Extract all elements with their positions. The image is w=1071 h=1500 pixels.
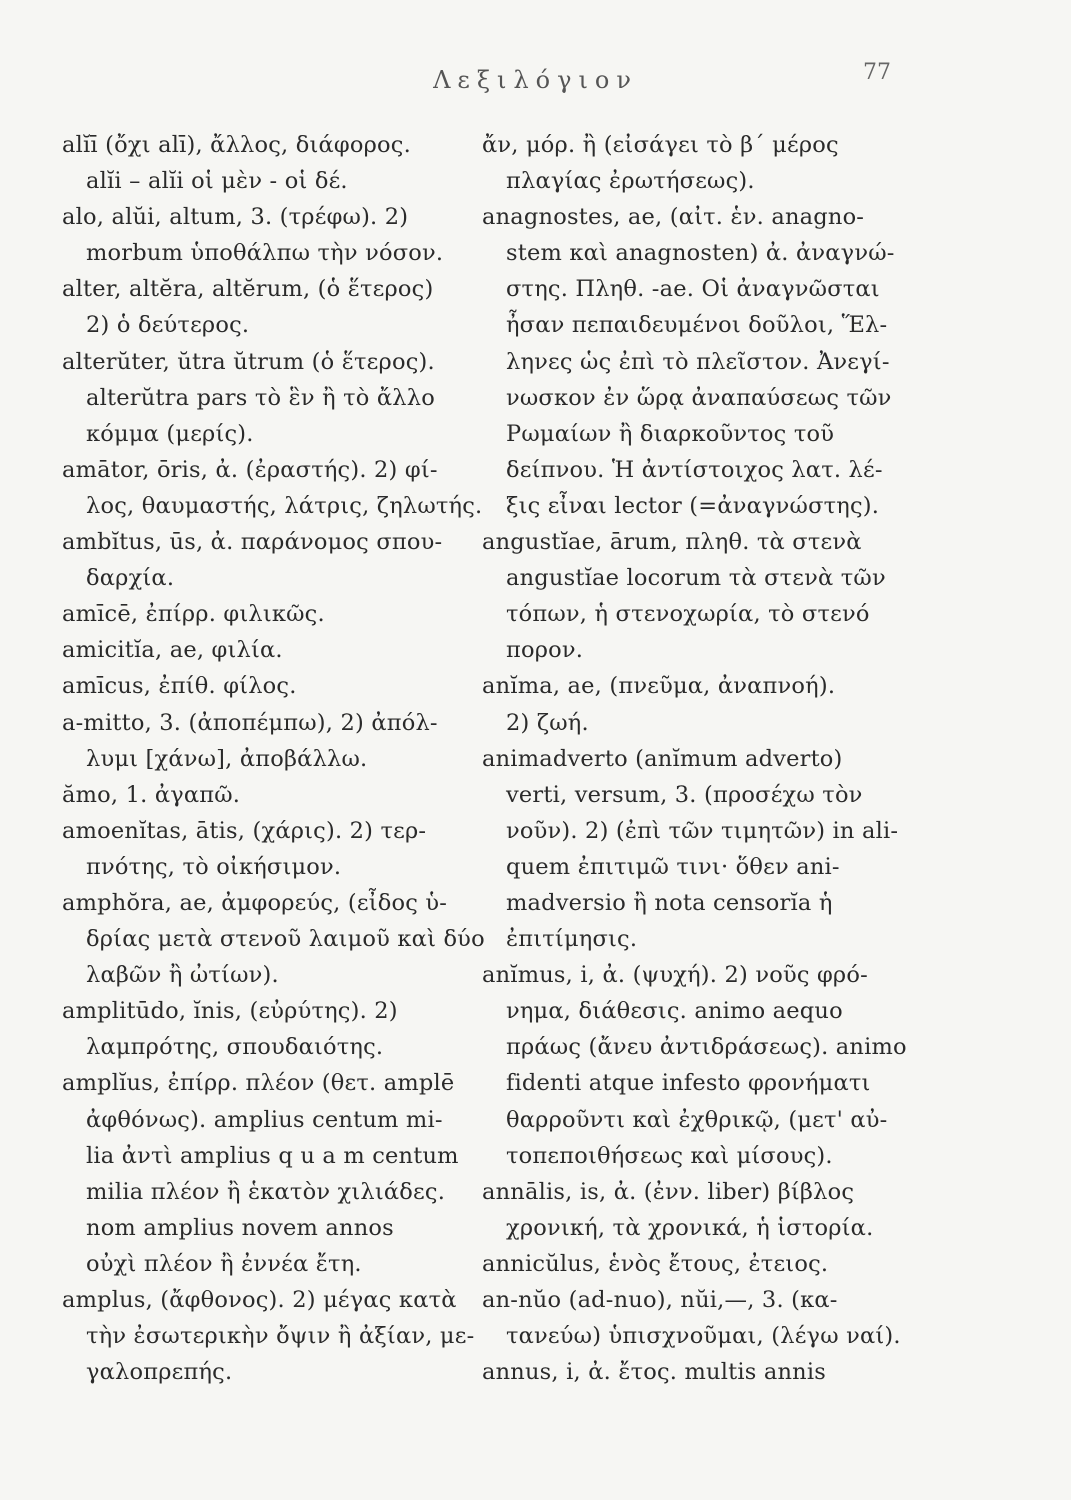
entry-continuation-line: 2) ὁ δεύτερος. — [86, 312, 250, 339]
entry-continuation-line: τανεύω) ὑπισχνοῦμαι, (λέγω ναί). — [506, 1323, 901, 1350]
entry-continuation-line: οὐχὶ πλέον ἢ ἐννέα ἔτη. — [86, 1250, 362, 1277]
entry-continuation-line: δρίας μετὰ στενοῦ λαιμοῦ καὶ δύο — [86, 926, 485, 953]
entry-line: alo, alŭi, altum, 3. (τρέφω). 2) — [62, 204, 409, 231]
entry-line: amplitūdo, ĭnis, (εὐρύτης). 2) — [62, 998, 398, 1025]
entry-line: ămo, 1. ἀγαπῶ. — [62, 781, 241, 808]
entry-continuation-line: στης. Πληθ. -ae. Οἱ ἀναγνῶσται — [506, 276, 880, 303]
entry-line: annālis, is, ἀ. (ἐνν. liber) βίβλος — [482, 1178, 855, 1205]
entry-continuation-line: alĭi – alĭi οἱ μὲν - οἱ δέ. — [86, 168, 348, 195]
entry-continuation-line: πλαγίας ἐρωτήσεως). — [506, 168, 755, 195]
entry-continuation-line: madversio ἢ nota censorĭa ἡ — [506, 889, 833, 916]
entry-line: ambĭtus, ūs, ἀ. παράνομος σπου- — [62, 529, 443, 556]
page-title: Λεξιλόγιον — [433, 66, 638, 94]
page-number: 77 — [863, 60, 891, 85]
entry-continuation-line: angustĭae locorum τὰ στενὰ τῶν — [506, 565, 886, 592]
entry-continuation-line: λος, θαυμαστής, λάτρις, ζηλωτής. — [86, 492, 483, 519]
entry-line: amplĭus, ἐπίρρ. πλέον (θετ. amplē — [62, 1070, 455, 1097]
entry-line: amoenĭtas, ātis, (χάρις). 2) τερ- — [62, 817, 427, 844]
entry-line: a-mitto, 3. (ἀποπέμπω), 2) ἀπόλ- — [62, 709, 438, 736]
entry-line: anĭma, ae, (πνεῦμα, ἀναπνοή). — [482, 673, 836, 700]
entry-continuation-line: γαλοπρεπής. — [86, 1359, 233, 1386]
entry-line: annicŭlus, ἑνὸς ἔτους, ἐτειος. — [482, 1250, 829, 1277]
entry-continuation-line: πράως (ἄνευ ἀντιδράσεως). animo — [506, 1034, 907, 1061]
entry-continuation-line: ἐπιτίμησις. — [506, 926, 638, 953]
entry-continuation-line: ξις εἶναι lector (=ἀναγνώστης). — [506, 492, 880, 519]
entry-continuation-line: δαρχία. — [86, 565, 175, 592]
right-column — [482, 127, 927, 1390]
entry-line: amicitĭa, ae, φιλία. — [62, 637, 283, 664]
entry-continuation-line: νοῦν). 2) (ἐπὶ τῶν τιμητῶν) in ali- — [506, 817, 899, 844]
entry-continuation-line: λυμι [χάνω], ἀποβάλλω. — [86, 745, 368, 772]
left-column — [62, 127, 492, 1390]
entry-continuation-line: τοπεποιθήσεως καὶ μίσους). — [506, 1142, 833, 1169]
entry-continuation-line: 2) ζωή. — [506, 709, 589, 736]
entry-continuation-line: alterŭtra pars τὸ ἓν ἢ τὸ ἄλλο — [86, 384, 435, 411]
entry-line: anĭmus, i, ἀ. (ψυχή). 2) νοῦς φρό- — [482, 962, 868, 989]
entry-continuation-line: stem καὶ anagnosten) ἀ. ἀναγνώ- — [506, 240, 895, 267]
entry-continuation-line: ἦσαν πεπαιδευμένοι δοῦλοι, Ἕλ- — [506, 312, 888, 339]
entry-line: angustĭae, ārum, πληθ. τὰ στενὰ — [482, 529, 862, 556]
entry-line: alĭī (ὄχι alī), ἄλλος, διάφορος. — [62, 132, 411, 158]
entry-continuation-line: verti, versum, 3. (προσέχω τὸν — [506, 781, 863, 808]
entry-line: anagnostes, ae, (αἰτ. ἑν. anagno- — [482, 204, 865, 231]
entry-continuation-line: τὴν ἐσωτερικὴν ὄψιν ἢ ἀξίαν, με- — [86, 1323, 475, 1350]
entry-line: alterŭter, ŭtra ŭtrum (ὁ ἕτερος). — [62, 348, 435, 375]
entry-line: amīcus, ἐπίθ. φίλος. — [62, 673, 297, 700]
entry-continuation-line: lia ἀντὶ amplius q u a m centum — [86, 1142, 459, 1169]
entry-continuation-line: ληνες ὡς ἐπὶ τὸ πλεῖστον. Ἀνεγί- — [506, 348, 890, 375]
entry-continuation-line: λαμπρότης, σπουδαιότης. — [86, 1034, 384, 1061]
entry-continuation-line: ἀφθόνως). amplius centum mi- — [86, 1106, 443, 1133]
entry-continuation-line: morbum ὑποθάλπω τὴν νόσον. — [86, 240, 444, 267]
entry-line: ἄν, μόρ. ἢ (εἰσάγει τὸ β΄ μέρος — [482, 132, 839, 158]
entry-continuation-line: λαβῶν ἢ ὠτίων). — [86, 962, 279, 989]
entry-line: amīcē, ἐπίρρ. φιλικῶς. — [62, 601, 325, 628]
entry-continuation-line: νημα, διάθεσις. animo aequo — [506, 998, 843, 1025]
entry-continuation-line: quem ἐπιτιμῶ τινι· ὅθεν ani- — [506, 853, 840, 880]
entry-continuation-line: πνότης, τὸ οἰκήσιμον. — [86, 853, 342, 880]
entry-continuation-line: χρονική, τὰ χρονικά, ἡ ἱστορία. — [506, 1214, 874, 1241]
entry-continuation-line: τόπων, ἡ στενοχωρία, τὸ στενό — [506, 601, 870, 628]
entry-continuation-line: κόμμα (μερίς). — [86, 420, 254, 447]
entry-line: amātor, ōris, ἀ. (ἐραστής). 2) φί- — [62, 456, 438, 483]
entry-continuation-line: fidenti atque infesto φρονήματι — [506, 1070, 871, 1097]
entry-continuation-line: θαρροῦντι καὶ ἐχθρικῷ, (μετ' αὐ- — [506, 1106, 888, 1133]
entry-continuation-line: πορον. — [506, 637, 584, 664]
entry-continuation-line: νωσκον ἐν ὥρᾳ ἀναπαύσεως τῶν — [506, 384, 892, 411]
entry-line: an-nŭo (ad-nuo), nŭi,—, 3. (κα- — [482, 1287, 838, 1313]
entry-line: animadverto (anĭmum adverto) — [482, 745, 843, 772]
entry-line: annus, i, ἀ. ἔτος. multis annis — [482, 1359, 827, 1386]
entry-continuation-line: δείπνου. Ἡ ἀντίστοιχος λατ. λέ- — [506, 456, 883, 483]
entry-line: alter, altĕra, altĕrum, (ὁ ἕτερος) — [62, 276, 434, 303]
entry-continuation-line: Ρωμαίων ἢ διαρκοῦντος τοῦ — [506, 420, 835, 447]
entry-continuation-line: milia πλέον ἢ ἑκατὸν χιλιάδες. — [86, 1178, 446, 1205]
entry-line: amplus, (ἄφθονος). 2) μέγας κατὰ — [62, 1287, 457, 1313]
entry-line: amphŏra, ae, ἀμφορεύς, (εἶδος ὑ- — [62, 889, 448, 916]
entry-continuation-line: nom amplius novem annos — [86, 1214, 394, 1241]
